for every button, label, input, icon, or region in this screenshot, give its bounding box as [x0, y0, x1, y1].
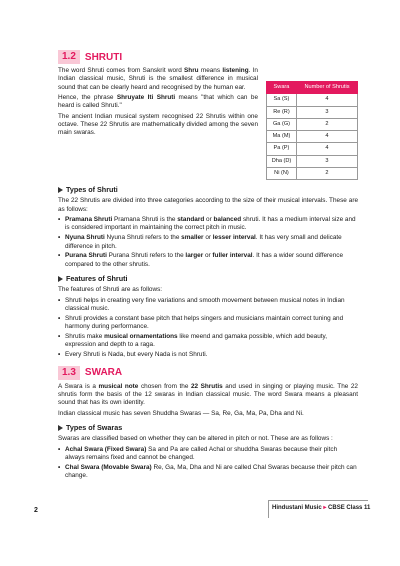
section-heading-swara — [58, 366, 358, 380]
table-row: Pa (P) 4 — [267, 143, 358, 155]
list-item: • Shrutis make musical ornamentations like meend and gamaka possible, which add beauty, expression and depth to a raga. — [58, 333, 358, 350]
types-of-shruti-list — [58, 216, 358, 269]
list-item: • Nyuna Shruti Nyuna Shruti refers to the smaller or lesser interval. It has very small and delicate difference in pitch. — [58, 234, 358, 251]
paragraph: The word Shruti comes from Sanskrit word Shru means listening. In Indian classical music, Shruti is the smallest difference in musical sound that can be clearly heard and recognised by the human ear. — [58, 67, 258, 91]
page-number: 2 — [34, 507, 38, 514]
paragraph: Swaras are classified based on whether they can be altered in pitch or not. These are as follows : — [58, 435, 333, 443]
subheading-features-of-shruti: Features of Shruti — [58, 274, 358, 283]
table-header-row — [267, 82, 358, 94]
table-row: Ga (G) 2 — [267, 118, 358, 130]
table-row: Sa (S) 4 — [267, 94, 358, 106]
paragraph: The features of Shruti are as follows: — [58, 286, 163, 294]
subheading-types-of-swaras: Types of Swaras — [58, 423, 358, 432]
paragraph: Hence, the phrase Shruyate Iti Shruti means "that which can be heard is called Shruti." — [58, 93, 258, 110]
shruti-intro — [58, 67, 358, 180]
column-header: Swara — [267, 82, 297, 94]
paragraph: The ancient Indian musical system recognised 22 Shrutis within one octave. These 22 Shrutis are mathematically divided among the seven main swaras. — [58, 112, 258, 137]
list-item: • Achal Swara (Fixed Swara) Sa and Pa are called Achal or shuddha Swaras because their pitch always remains fixed and cannot be changed. — [58, 446, 358, 463]
table-row: Ma (M) 4 — [267, 131, 358, 143]
list-item: • Every Shruti is Nada, but every Nada is not Shruti. — [58, 351, 358, 359]
list-item: • Pramana Shruti Pramana Shruti is the standard or balanced shruti. It has a medium interval size and is considered important in maintaining the correct pitch in music. — [58, 216, 358, 233]
triangle-bullet-icon — [58, 276, 63, 282]
section-number: 1.2 — [58, 50, 80, 64]
list-item: • Shruti provides a constant base pitch that helps singers and musicians maintain correct tuning and harmony during performance. — [58, 315, 358, 332]
triangle-bullet-icon — [58, 425, 63, 431]
paragraph: The 22 Shrutis are divided into three categories according to the size of their musical intervals. These are as follows: — [58, 197, 358, 213]
section-title: SHRUTI — [84, 51, 123, 63]
list-item: • Purana Shruti Purana Shruti refers to the larger or fuller interval. It has a wider sound difference compared to the other shrutis. — [58, 252, 358, 269]
section-number: 1.3 — [58, 366, 80, 380]
column-header: Number of Shrutis — [296, 82, 357, 94]
shruti-text — [58, 67, 258, 180]
page-content — [58, 50, 358, 482]
arrow-icon: ▸ — [323, 505, 327, 511]
types-of-swaras-list — [58, 446, 358, 481]
page-footer — [0, 500, 400, 520]
paragraph: Indian classical music has seven Shuddha Swaras — Sa, Re, Ga, Ma, Pa, Dha and Ni. — [58, 409, 304, 417]
features-of-shruti-list — [58, 297, 358, 360]
list-item: • Chal Swara (Movable Swara) Re, Ga, Ma, Dha and Ni are called Chal Swaras because their pitch can change. — [58, 464, 358, 481]
paragraph: A Swara is a musical note chosen from the 22 Shrutis and used in singing or playing music. The 22 shrutis form the basis of the 12 swaras in Indian classical music. The word Swara means a pleasant sound that has its own identity. — [58, 382, 358, 407]
subheading-types-of-shruti: Types of Shruti — [58, 185, 358, 194]
section-heading-shruti — [58, 50, 358, 64]
table-row: Dha (D) 3 — [267, 155, 358, 167]
table-row: Re (R) 3 — [267, 106, 358, 118]
table-row: Ni (N) 2 — [267, 167, 358, 179]
list-item: • Shruti helps in creating very fine variations and smooth movement between musical notes in Indian classical music. — [58, 297, 358, 314]
triangle-bullet-icon — [58, 187, 63, 193]
book-title: Hindustani Music ▸ CBSE Class 11 — [272, 505, 371, 511]
section-title: SWARA — [84, 367, 123, 379]
shruti-table — [266, 81, 358, 180]
